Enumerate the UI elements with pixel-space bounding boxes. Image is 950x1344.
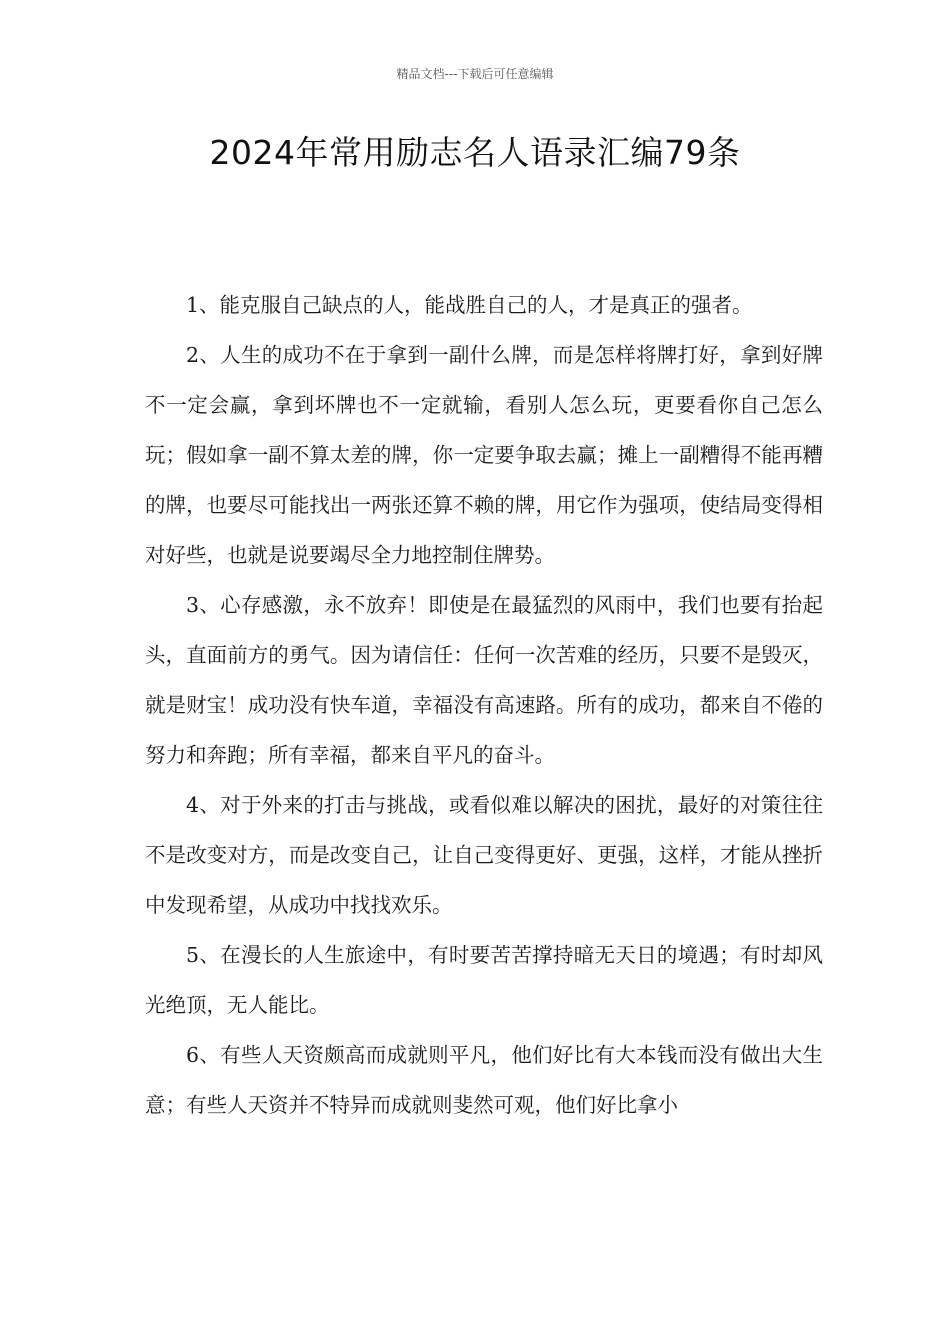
- paragraph-5: 5、在漫长的人生旅途中，有时要苦苦撑持暗无天日的境遇；有时却风光绝顶，无人能比。: [145, 943, 823, 1017]
- paragraph-4: 4、对于外来的打击与挑战，或看似难以解决的困扰，最好的对策往往不是改变对方，而是改变自己，让自己变得更好、更强，这样，才能从挫折中发现希望，从成功中找找欢乐。: [145, 793, 823, 917]
- paragraph-2: 2、人生的成功不在于拿到一副什么牌，而是怎样将牌打好，拿到好牌不一定会赢，拿到坏牌也不一定就输，看别人怎么玩，更要看你自己怎么玩；假如拿一副不算太差的牌，你一定要争取去赢；摊上一副糟得不能再糟的牌，也要尽可能找出一两张还算不赖的牌，用它作为强项，使结局变得相对好些，也就是说要竭尽全力地控制住牌势。: [145, 343, 823, 567]
- page-header: 精品文档---下载后可任意编辑: [396, 67, 554, 81]
- paragraph-1: 1、能克服自己缺点的人，能战胜自己的人，才是真正的强者。: [186, 293, 753, 317]
- paragraph-6: 6、有些人天资颇高而成就则平凡，他们好比有大本钱而没有做出大生意；有些人天资并不特异而成就则斐然可观，他们好比拿小: [145, 1043, 823, 1117]
- paragraph-3: 3、心存感激，永不放弃！即使是在最猛烈的风雨中，我们也要有抬起头，直面前方的勇气。因为请信任：任何一次苦难的经历，只要不是毁灭，就是财宝！成功没有快车道，幸福没有高速路。所有的成功，都来自不倦的努力和奔跑；所有幸福，都来自平凡的奋斗。: [145, 593, 823, 767]
- document-title: 2024年常用励志名人语录汇编79条: [209, 133, 741, 172]
- document-body: [145, 280, 823, 1130]
